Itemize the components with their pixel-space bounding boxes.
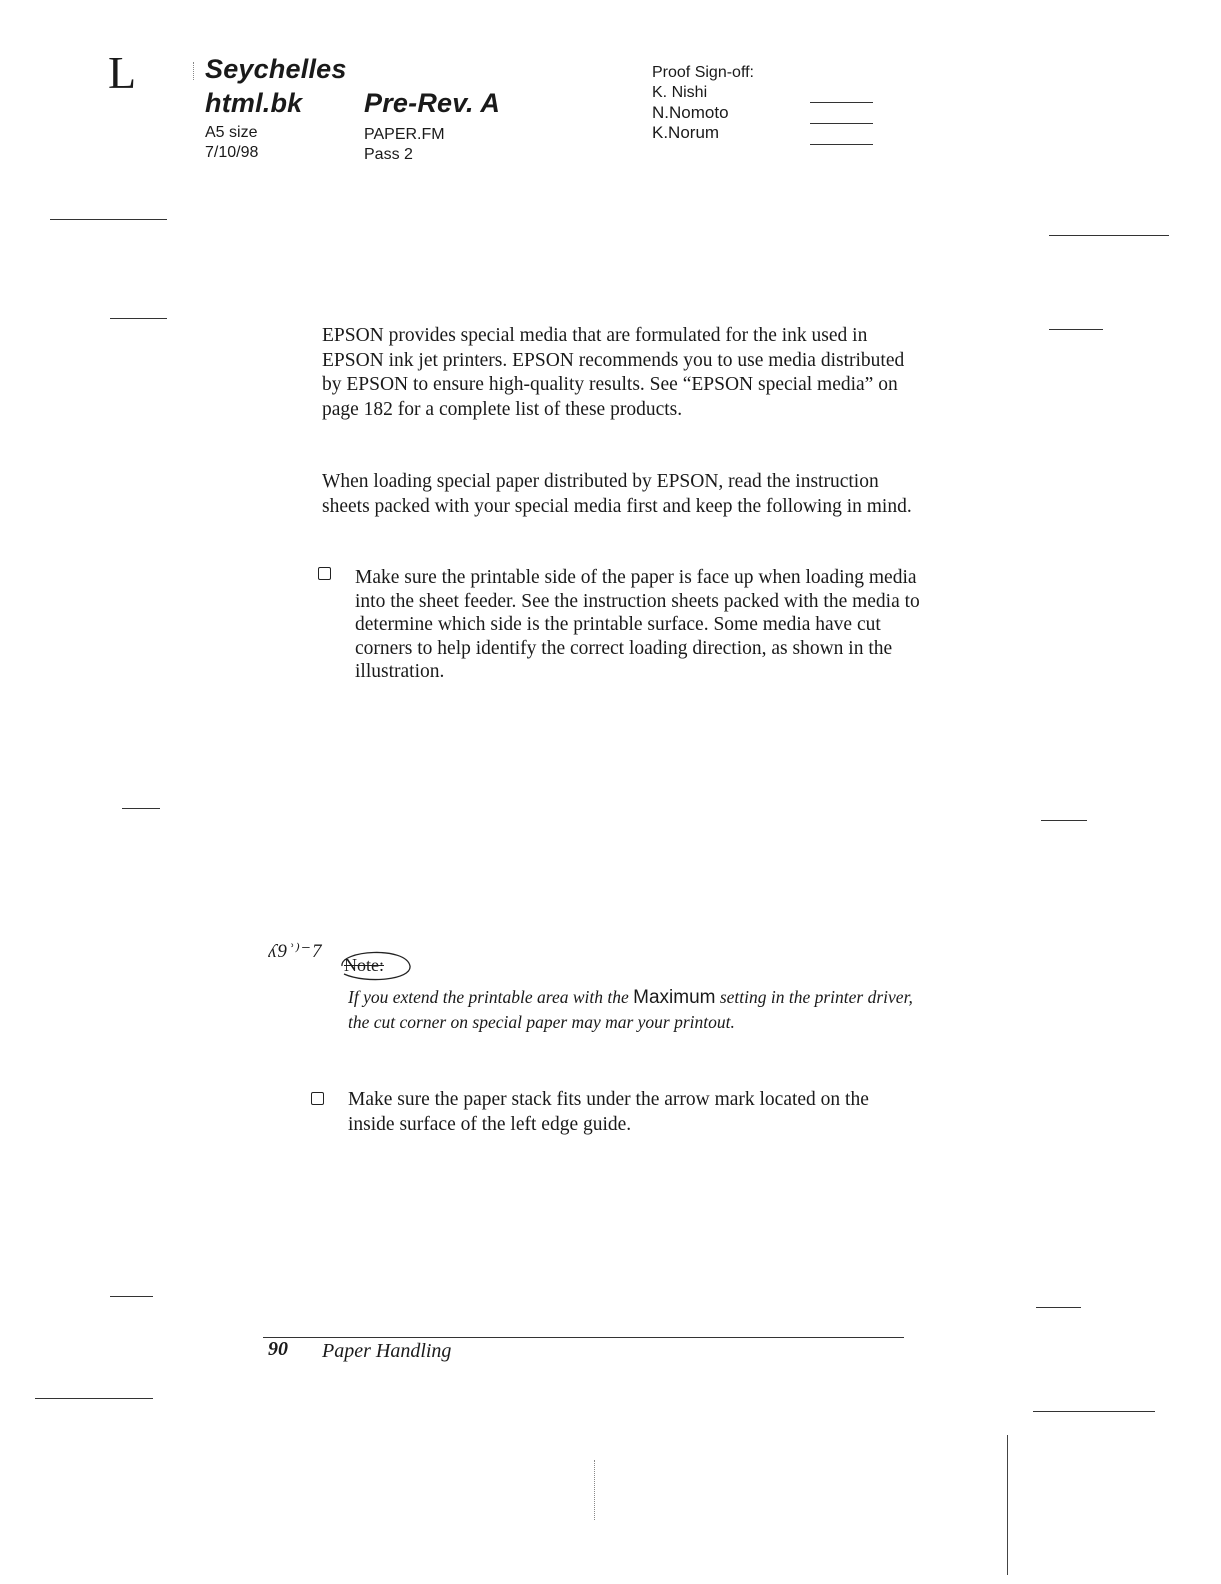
footer-rule (263, 1337, 904, 1338)
page-size: A5 size (205, 124, 258, 141)
file-name: PAPER.FM (364, 126, 445, 143)
crop-mark (35, 1398, 153, 1399)
crop-mark (122, 808, 160, 809)
scan-edge-line (1007, 1435, 1008, 1575)
section-title: Paper Handling (322, 1340, 452, 1362)
header-tick (193, 62, 194, 80)
revision: Pre-Rev. A (364, 88, 501, 118)
bullet-paper-stack: Make sure the paper stack fits under the arrow mark located on the inside surface of the left edge guide. (348, 1089, 869, 1135)
page-number: 90 (268, 1338, 288, 1360)
scan-dot-line (594, 1460, 595, 1520)
bullet-printable-side: Make sure the printable side of the paper is face up when loading media into the sheet feeder. See the instruction sheets packed with the media to determine which side is the printable surface. Some media have cut corners to help identify the correct loading direction, as shown in the illustration. (355, 567, 920, 682)
note-text-start: If you extend the printable area with the (348, 987, 629, 1007)
checkbox-bullet-icon (318, 567, 331, 580)
signoff-name: N.Nomoto (652, 103, 729, 122)
crop-mark (1041, 820, 1087, 821)
date: 7/10/98 (205, 144, 259, 161)
loading-paragraph: When loading special paper distributed by EPSON, read the instruction sheets packed with your special media first and keep the following in mind. (322, 471, 912, 517)
corner-mark: L (108, 47, 137, 98)
signoff-line (810, 144, 873, 145)
note-text-end: setting in the printer driver, the cut corner on special paper may mar your printout. (348, 987, 913, 1032)
crop-mark (110, 1296, 153, 1297)
handwritten-annotation: ʎ9ʾ⁾⁻7 (268, 941, 323, 962)
signoff-line (810, 123, 873, 124)
pass: Pass 2 (364, 146, 413, 163)
checkbox-bullet-icon (311, 1092, 324, 1105)
intro-paragraph: EPSON provides special media that are formulated for the ink used in EPSON ink jet printers. EPSON recommends you to use media distributed by EPSON to ensure high-quality results. See “EPSON special media” on page 182 for a complete list of these products. (322, 325, 905, 420)
signoff-name: K. Nishi (652, 84, 708, 101)
note-text (348, 985, 918, 1034)
crop-mark (1049, 329, 1103, 330)
crop-mark (110, 318, 167, 319)
crop-mark (1036, 1307, 1081, 1308)
signoff-label: Proof Sign-off: (652, 64, 754, 81)
note-setting-name: Maximum (633, 987, 716, 1008)
signoff-name: K.Norum (652, 123, 720, 142)
signoff-line (810, 102, 873, 103)
crop-mark (50, 219, 167, 220)
book-title: Seychelles (205, 54, 347, 84)
book-file: html.bk (205, 88, 303, 118)
crop-mark (1033, 1411, 1155, 1412)
note-label: Note: (344, 955, 384, 975)
crop-mark (1049, 235, 1169, 236)
